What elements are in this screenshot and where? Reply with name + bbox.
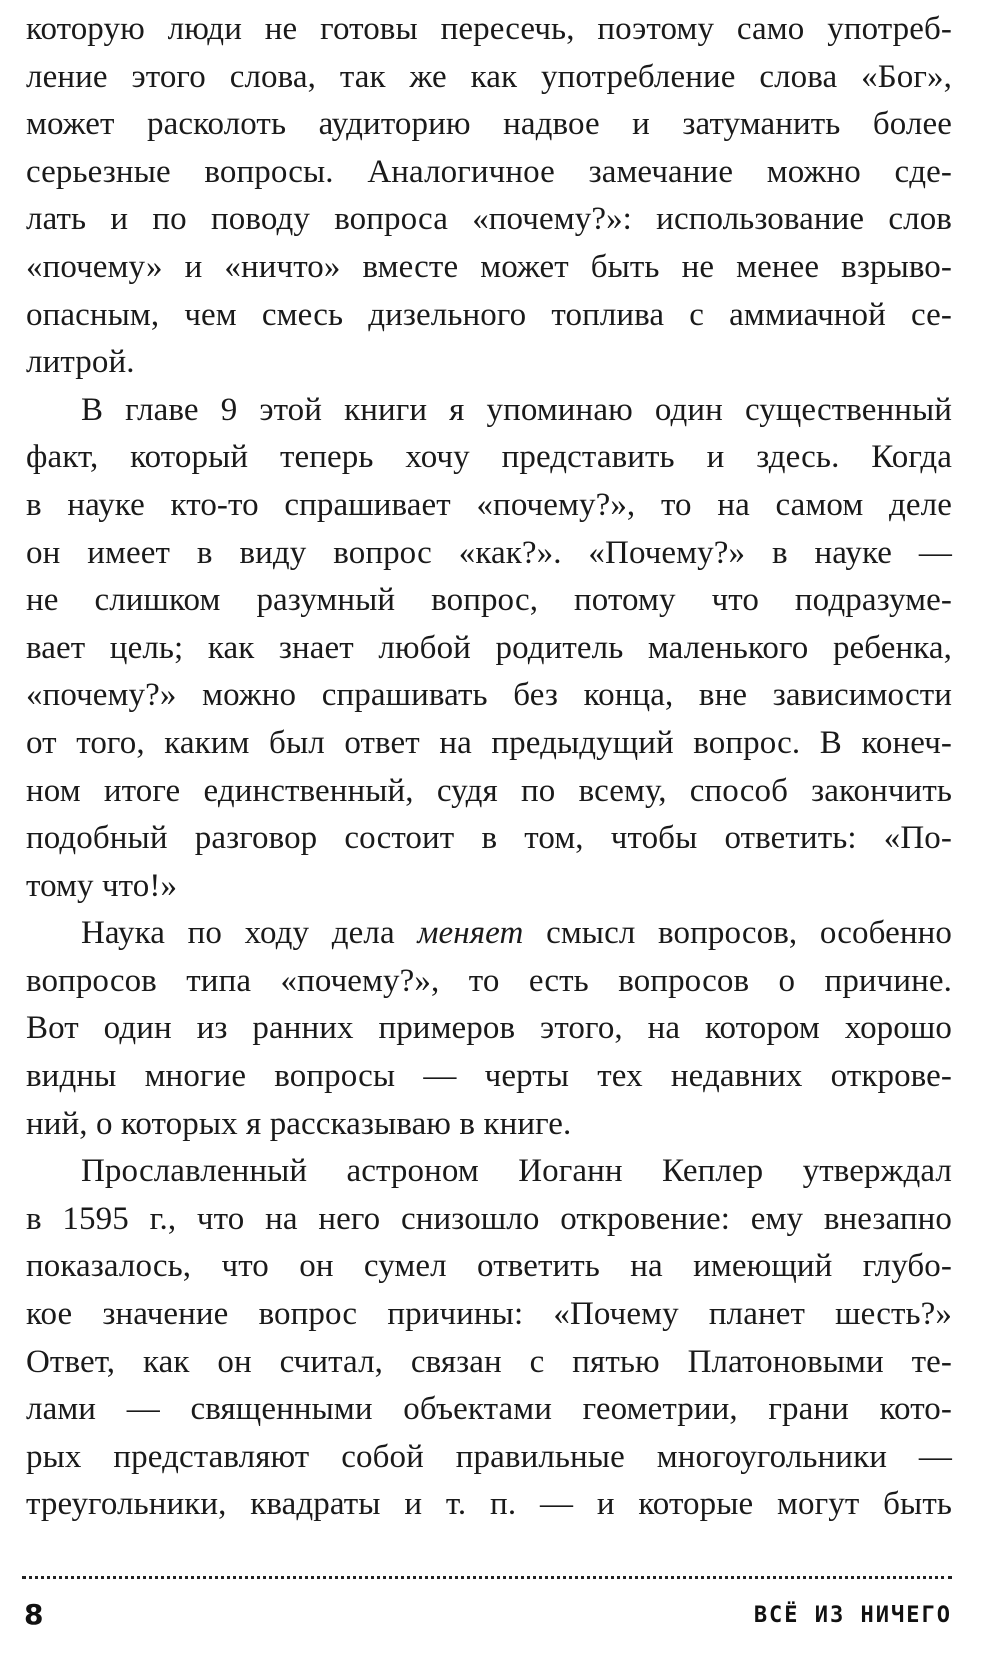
text-run: смысл вопросов, особенно — [523, 915, 952, 952]
paragraph-1 — [26, 6, 952, 387]
text-line: лами — священными объектами геометрии, грани кото- — [26, 1391, 952, 1428]
text-line: треугольники, квадраты и т. п. — и которые могут быть — [26, 1486, 952, 1523]
text-line: в науке кто-то спрашивает «почему?», то на самом деле — [26, 486, 952, 523]
text-line: рых представляют собой правильные многоугольники — — [26, 1438, 952, 1475]
text-line: от того, каким был ответ на предыдущий вопрос. В конеч- — [26, 724, 952, 761]
text-line: ний, о которых я рассказываю в книге. — [26, 1105, 572, 1142]
page-body — [26, 6, 952, 1529]
paragraph-3 — [26, 910, 952, 1148]
running-head: ВСЁ ИЗ НИЧЕГО — [753, 1603, 952, 1628]
emphasis-text: меняет — [417, 915, 524, 952]
text-line: факт, который теперь хочу представить и здесь. Когда — [26, 439, 952, 476]
text-line: не слишком разумный вопрос, потому что подразуме- — [26, 582, 952, 619]
text-line: ление этого слова, так же как употребление слова «Бог», — [26, 58, 952, 95]
text-line: литрой. — [26, 344, 135, 381]
text-line: опасным, чем смесь дизельного топлива с аммиачной се- — [26, 296, 952, 333]
text-line: Вот один из ранних примеров этого, на котором хорошо — [26, 1010, 952, 1047]
text-line: вопросов типа «почему?», то есть вопросов о причине. — [26, 962, 952, 999]
paragraph-2 — [26, 387, 952, 911]
footer-divider — [22, 1576, 952, 1579]
text-line: кое значение вопрос причины: «Почему планет шесть?» — [26, 1296, 952, 1333]
text-line — [26, 910, 952, 958]
text-line: В главе 9 этой книги я упоминаю один существенный — [81, 391, 952, 428]
text-line: вает цель; как знает любой родитель маленького ребенка, — [26, 629, 952, 666]
text-line: Ответ, как он считал, связан с пятью Платоновыми те- — [26, 1343, 952, 1380]
text-line: может расколоть аудиторию надвое и затуманить более — [26, 106, 952, 143]
text-line: тому что!» — [26, 867, 178, 904]
text-line: лать и по поводу вопроса «почему?»: использование слов — [26, 201, 952, 238]
text-line: «почему?» можно спрашивать без конца, вне зависимости — [26, 677, 952, 714]
text-line: показалось, что он сумел ответить на имеющий глубо- — [26, 1248, 952, 1285]
text-line: серьезные вопросы. Аналогичное замечание можно сде- — [26, 153, 952, 190]
text-line: он имеет в виду вопрос «как?». «Почему?» в науке — — [26, 534, 952, 571]
text-line: видны многие вопросы — черты тех недавних открове- — [26, 1058, 952, 1095]
text-run: Наука по ходу дела — [81, 915, 418, 952]
text-line: «почему» и «ничто» вместе может быть не менее взрыво- — [26, 248, 952, 285]
text-line: которую люди не готовы пересечь, поэтому само употреб- — [26, 11, 952, 47]
text-line: подобный разговор состоит в том, чтобы ответить: «По- — [26, 820, 952, 857]
paragraph-4 — [26, 1148, 952, 1529]
text-line: Прославленный астроном Иоганн Кеплер утверждал — [81, 1153, 952, 1190]
page-number: 8 — [24, 1598, 44, 1631]
text-line: ном итоге единственный, судя по всему, способ закончить — [26, 772, 952, 809]
text-line: в 1595 г., что на него снизошло откровение: ему внезапно — [26, 1200, 952, 1237]
